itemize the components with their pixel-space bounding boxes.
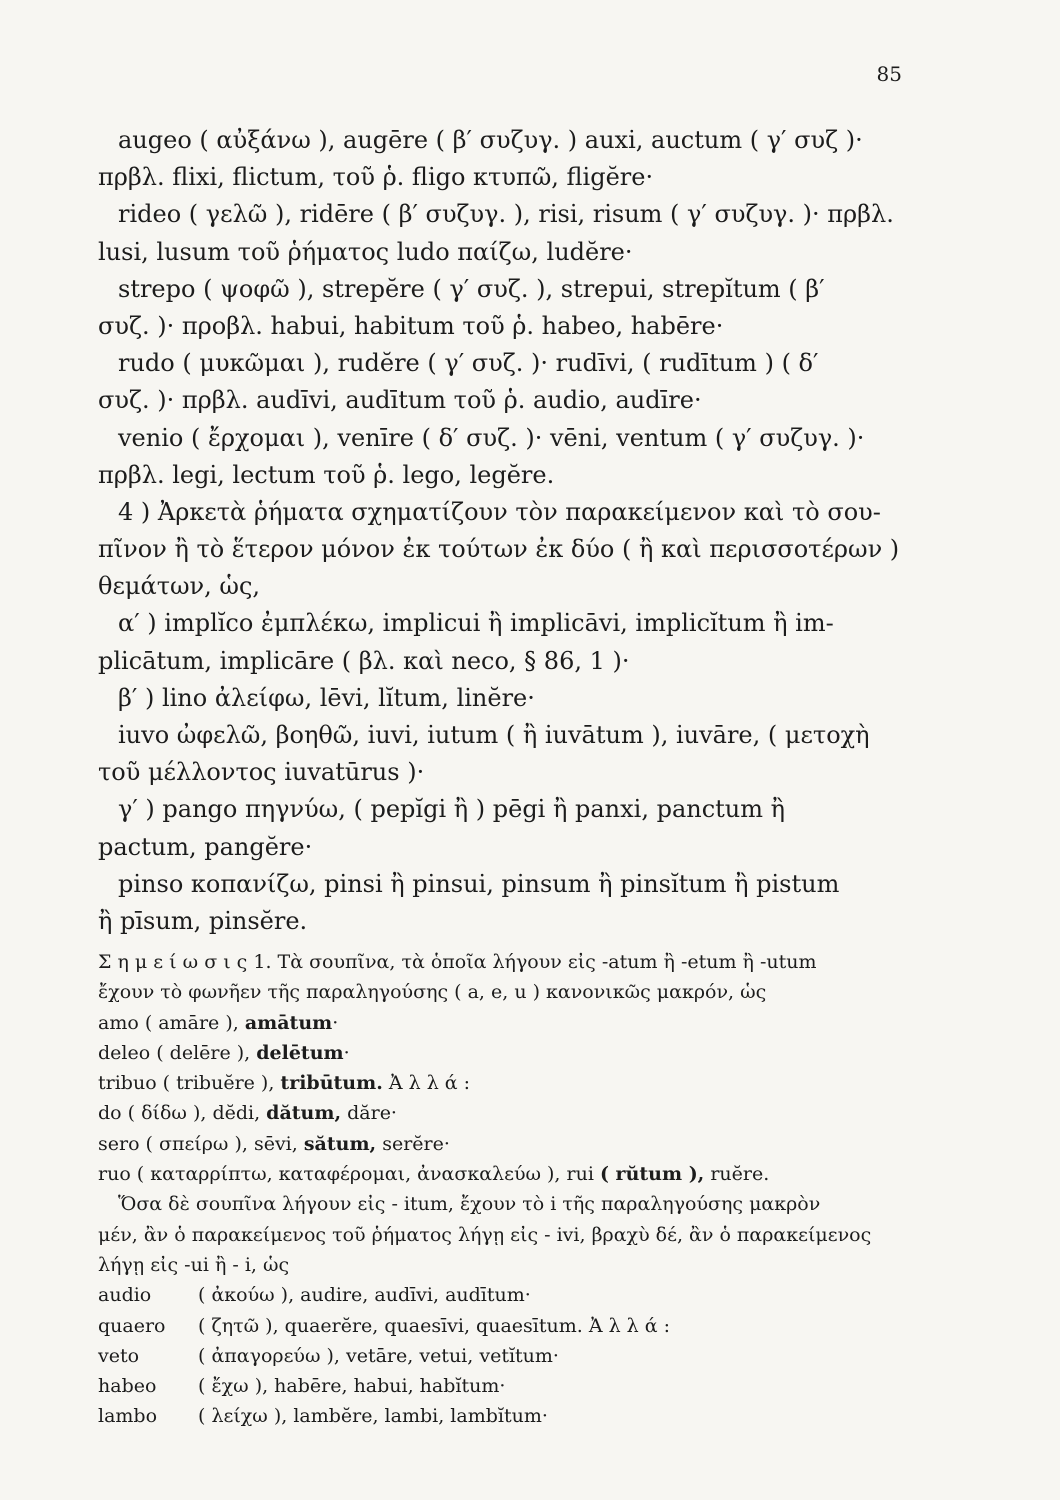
verb-lemma: habeo xyxy=(98,1375,157,1398)
text-line: πρβλ. flixi, flictum, τοῦ ῥ. fligo κτυπῶ, fligĕre· xyxy=(98,163,654,192)
example-tail: ruĕre. xyxy=(704,1163,770,1186)
note-paragraph-line: μέν, ἂν ὁ παρακείμενος τοῦ ῥήματος λήγῃ εἰς - ivi, βραχὺ δέ, ἂν ὁ παρακείμενος xyxy=(98,1223,872,1246)
text-line: iuvo ὠφελῶ, βοηθῶ, iuvi, iutum ( ἢ iuvātum ), iuvāre, ( μετοχὴ xyxy=(118,721,870,749)
text-line: lusi, lusum τοῦ ῥήματος ludo παίζω, ludĕre· xyxy=(98,237,633,266)
text-line: τοῦ μέλλοντος iuvatūrus )· xyxy=(98,758,425,787)
text-line: augeo ( αὐξάνω ), augēre ( β′ συζυγ. ) auxi, auctum ( γ′ συζ )· xyxy=(118,126,863,154)
example-tail: · xyxy=(343,1041,350,1064)
text-line: γ′ ) pango πηγνύω, ( pepĭgi ἢ ) pēgi ἢ panxi, panctum ἢ xyxy=(118,795,786,824)
verb-list xyxy=(98,1280,670,1431)
verb-forms: ( λείχω ), lambĕre, lambi, lambĭtum· xyxy=(198,1405,548,1428)
example-supine: delētum xyxy=(256,1041,344,1064)
example-text: sero ( σπείρω ), sēvi, xyxy=(98,1132,304,1155)
text-line: rideo ( γελῶ ), ridēre ( β′ συζυγ. ), risi, risum ( γ′ συζυγ. )· πρβλ. xyxy=(118,200,894,229)
verb-forms: ( ἀκούω ), audire, audīvi, audītum· xyxy=(198,1284,531,1307)
text-line: πρβλ. legi, lectum τοῦ ῥ. lego, legĕre. xyxy=(98,460,555,489)
example-tail: dăre· xyxy=(341,1102,397,1125)
example-tail: · xyxy=(332,1011,339,1034)
text-line: pinso κοπανίζω, pinsi ἢ pinsui, pinsum ἢ pinsĭtum ἢ pistum xyxy=(118,869,840,898)
verb-lemma: lambo xyxy=(98,1405,158,1428)
text-line: venio ( ἔρχομαι ), venīre ( δ′ συζ. )· vēni, ventum ( γ′ συζυγ. )· xyxy=(118,423,865,452)
text-line: 4 ) Ἀρκετὰ ῥήματα σχηματίζουν τὸν παρακείμενον καὶ τὸ σου- xyxy=(118,497,881,526)
example-supine: ( rŭtum ), xyxy=(599,1163,705,1186)
verb-row xyxy=(98,1311,670,1341)
text-line: β′ ) lino ἀλείφω, lēvi, lĭtum, linĕre· xyxy=(118,683,535,712)
verb-row xyxy=(98,1280,670,1310)
example-supine: dătum, xyxy=(266,1102,342,1125)
text-line: plicātum, implicāre ( βλ. καὶ neco, § 86, 1 )· xyxy=(98,646,630,675)
note-example xyxy=(98,1008,908,1038)
note-example xyxy=(98,1068,908,1098)
note-intro-line: ἔχουν τὸ φωνῆεν τῆς παραληγούσης ( a, e, u ) κανονικῶς μακρόν, ὡς xyxy=(98,981,767,1004)
example-text: ruo ( καταρρίπτω, καταφέρομαι, ἀνασκαλεύω ), rui xyxy=(98,1163,600,1186)
text-line: θεμάτων, ὡς, xyxy=(98,572,261,601)
text-line: strepo ( ψοφῶ ), strepĕre ( γ′ συζ. ), strepui, strepĭtum ( β′ xyxy=(118,274,825,303)
example-tail: serĕre· xyxy=(376,1132,450,1155)
main-text xyxy=(98,122,908,940)
verb-lemma: audio xyxy=(98,1284,152,1307)
text-line: πῖνον ἢ τὸ ἕτερον μόνον ἐκ τούτων ἐκ δύο ( ἢ καὶ περισσοτέρων ) xyxy=(98,535,900,564)
note-paragraph-line: Ὅσα δὲ σουπῖνα λήγουν εἰς - itum, ἔχουν τὸ i τῆς παραληγούσης μακρὸν xyxy=(118,1193,821,1216)
text-line: συζ. )· πρβλ. audīvi, audītum τοῦ ῥ. audio, audīre· xyxy=(98,386,702,415)
text-line: rudo ( μυκῶμαι ), rudĕre ( γ′ συζ. )· rudīvi, ( rudītum ) ( δ′ xyxy=(118,349,819,378)
example-supine: tribūtum. xyxy=(280,1072,383,1095)
verb-forms: ( ἀπαγορεύω ), vetāre, vetui, vetĭtum· xyxy=(198,1344,559,1367)
note-heading: Σ η μ ε ί ω σ ι ς 1. xyxy=(98,951,272,973)
note-example xyxy=(98,1129,908,1159)
page-number: 85 xyxy=(876,62,902,86)
text-line: συζ. )· προβλ. habui, habitum τοῦ ῥ. habeo, habēre· xyxy=(98,311,724,340)
note-example xyxy=(98,1098,908,1128)
text-line: α′ ) implĭco ἐμπλέκω, implicui ἢ implicāvi, implicĭtum ἢ im- xyxy=(118,609,834,638)
example-supine: sătum, xyxy=(303,1132,377,1155)
verb-forms: ( ἔχω ), habēre, habui, habĭtum· xyxy=(198,1375,506,1398)
verb-lemma: quaero xyxy=(98,1314,166,1337)
verb-forms: ( ζητῶ ), quaerĕre, quaesīvi, quaesītum. Ἀ λ λ ά : xyxy=(198,1314,671,1337)
text-line: pactum, pangĕre· xyxy=(98,832,313,861)
example-text: amo ( amāre ), xyxy=(98,1011,245,1034)
text-line: ἢ pīsum, pinsĕre. xyxy=(98,906,308,935)
verb-row xyxy=(98,1341,670,1371)
note-section xyxy=(98,947,908,1432)
example-tail: Ἀ λ λ ά : xyxy=(382,1072,471,1095)
example-text: tribuo ( tribuĕre ), xyxy=(98,1072,281,1095)
note-intro-line: Τὰ σουπῖνα, τὰ ὁποῖα λήγουν εἰς -atum ἢ -etum ἢ -utum xyxy=(277,951,817,973)
note-example xyxy=(98,1038,908,1068)
verb-row xyxy=(98,1401,670,1431)
verb-row xyxy=(98,1371,670,1401)
note-example xyxy=(98,1159,908,1189)
example-text: do ( δίδω ), dĕdi, xyxy=(98,1102,267,1125)
verb-lemma: veto xyxy=(98,1344,140,1367)
note-paragraph-line: λήγῃ εἰς -ui ἢ - i, ὡς xyxy=(98,1253,290,1276)
example-supine: amātum xyxy=(244,1011,333,1034)
example-text: deleo ( delēre ), xyxy=(98,1041,257,1064)
